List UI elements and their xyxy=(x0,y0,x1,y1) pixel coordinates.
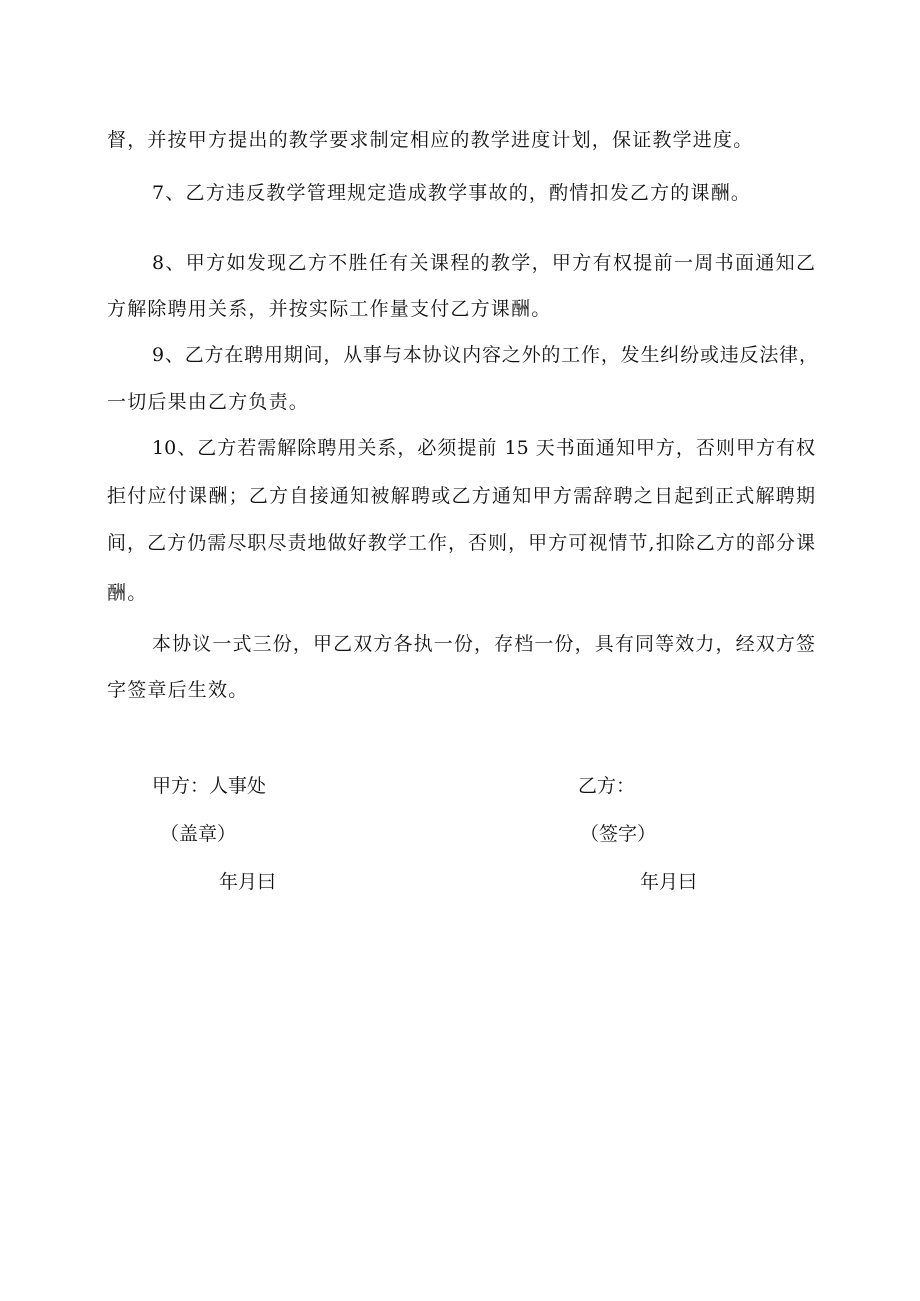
party-b-label: 乙方： xyxy=(578,775,636,797)
closing-line-2: 字签章后生效。 xyxy=(107,679,249,701)
clause-9-line-2: 一切后果由乙方负责。 xyxy=(107,391,310,413)
clause-10-line-4: 酬。 xyxy=(107,582,148,604)
party-b-signature: （签字） xyxy=(580,823,657,845)
party-b-date: 年月曰 xyxy=(640,871,698,893)
closing-line-1: 本协议一式三份，甲乙双方各执一份，存档一份，具有同等效力，经双方签 xyxy=(152,633,815,655)
party-a-label: 甲方：人事处 xyxy=(152,775,267,797)
clause-7-line-1: 7、乙方违反教学管理规定造成教学事故的，酌情扣发乙方的课酬。 xyxy=(152,182,752,204)
clause-6-line-2: 督，并按甲方提出的教学要求制定相应的教学进度计划，保证教学进度。 xyxy=(107,129,754,151)
party-a-date: 年月曰 xyxy=(219,871,277,893)
clause-8-line-2: 方解除聘用关系，并按实际工作量支付乙方课酬。 xyxy=(107,298,552,320)
party-a-seal: （盖章） xyxy=(160,823,237,845)
clause-10-line-1: 10、乙方若需解除聘用关系，必须提前 15 天书面通知甲方，否则甲方有权 xyxy=(152,437,815,459)
clause-10-line-2: 拒付应付课酬；乙方自接通知被解聘或乙方通知甲方需辞聘之日起到正式解聘期 xyxy=(107,485,815,507)
clause-10-line-3: 间，乙方仍需尽职尽责地做好教学工作，否则，甲方可视情节,扣除乙方的部分课 xyxy=(107,532,815,554)
clause-9-line-1: 9、乙方在聘用期间，从事与本协议内容之外的工作，发生纠纷或违反法律， xyxy=(152,344,818,366)
clause-8-line-1: 8、甲方如发现乙方不胜任有关课程的教学，甲方有权提前一周书面通知乙 xyxy=(152,252,815,274)
